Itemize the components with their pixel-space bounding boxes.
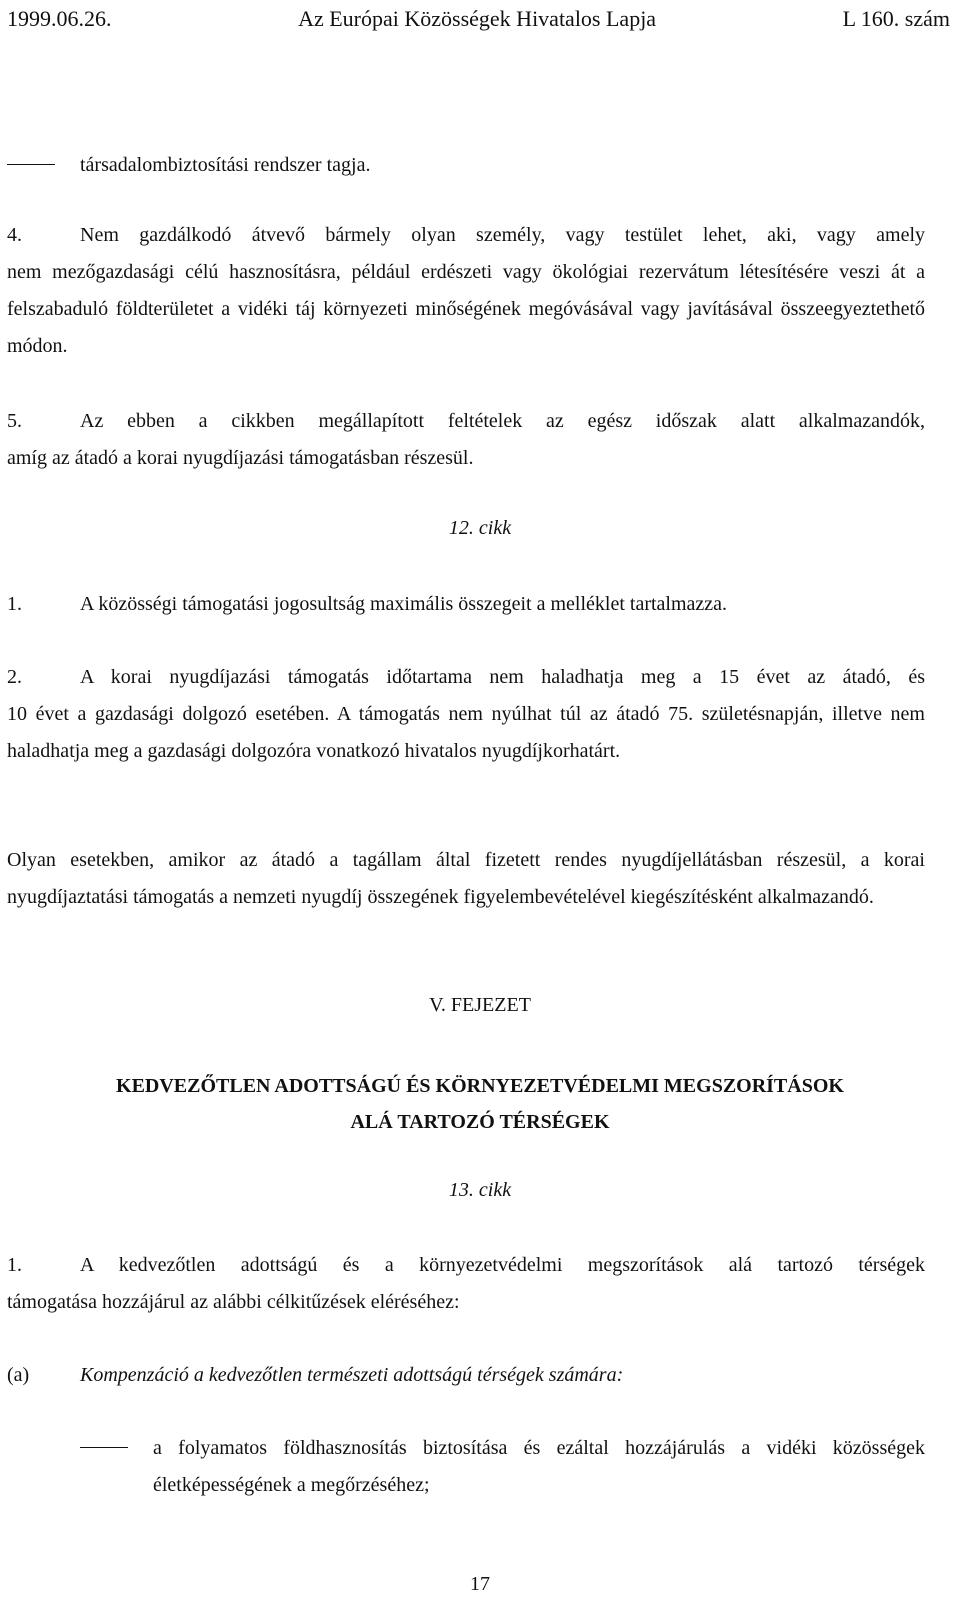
- dash-marker: [80, 1447, 128, 1448]
- paragraph-5: [7, 403, 925, 477]
- paragraph-number: 4.: [7, 224, 22, 246]
- dash-marker: [7, 164, 55, 165]
- dash-item-bottom-text: a folyamatos földhasznosítás biztosítása és ezáltal hozzájárulás a vidéki közösségek életképességének a megőrzéséhez;: [153, 1437, 925, 1496]
- paragraph-text: A közösségi támogatási jogosultság maximális összegeit a melléklet tartalmazza.: [80, 593, 728, 615]
- list-label: (a): [7, 1364, 30, 1386]
- paragraph-text: 10 évet a gazdasági dolgozó esetében. A támogatás nem nyúlhat túl az átadó 75. születésnapján, illetve nem haladhatja meg a gazdasági dolgozóra vonatkozó hivatalos nyugdíjkorhatárt.: [7, 703, 925, 762]
- paragraph-number: 5.: [7, 410, 22, 432]
- paragraph-text-line1: Az ebben a cikkben megállapított feltételek az egész időszak alatt alkalmazandók,: [80, 410, 925, 432]
- paragraph-text-line1: A korai nyugdíjazási támogatás időtartama nem haladhatja meg a 15 évet az átadó, és: [80, 666, 925, 688]
- list-item-a: [7, 1357, 925, 1394]
- paragraph-text-line1: A kedvezőtlen adottságú és a környezetvédelmi megszorítások alá tartozó térségek: [80, 1254, 925, 1276]
- header-journal-title: Az Európai Közösségek Hivatalos Lapja: [298, 6, 657, 31]
- paragraph-text: amíg az átadó a korai nyugdíjazási támogatásban részesül.: [7, 447, 474, 469]
- chapter-title: [0, 1068, 960, 1140]
- list-item-text: Kompenzáció a kedvezőtlen természeti adottságú térségek számára:: [80, 1364, 624, 1386]
- article-13-heading: 13. cikk: [448, 1179, 512, 1201]
- article-12-paragraph-1: [7, 586, 925, 623]
- paragraph-text: támogatása hozzájárul az alábbi célkitűzések eléréséhez:: [7, 1291, 460, 1313]
- header-date: 1999.06.26.: [7, 6, 112, 31]
- paragraph-number: 2.: [7, 666, 22, 688]
- article-13-paragraph-1: [7, 1247, 925, 1321]
- paragraph-4: [7, 217, 925, 365]
- dash-item-bottom: [7, 1430, 925, 1504]
- paragraph-number: 1.: [7, 593, 22, 615]
- dash-item-top-text: társadalombiztosítási rendszer tagja.: [80, 154, 371, 176]
- article-12-paragraph-3: Olyan esetekben, amikor az átadó a tagállam által fizetett rendes nyugdíjellátásban részesül, a korai nyugdíjaztatási támogatás a nemzeti nyugdíj összegének figyelembevételével kiegészítésként alkalmazandó.: [7, 849, 925, 908]
- article-12-paragraph-2: [7, 659, 925, 770]
- article-12-heading: 12. cikk: [448, 517, 512, 539]
- paragraph-text-line1: Nem gazdálkodó átvevő bármely olyan személy, vagy testület lehet, aki, vagy amely: [80, 224, 925, 246]
- page-header: [7, 6, 950, 36]
- header-issue: L 160. szám: [842, 6, 950, 31]
- chapter-title-line2: ALÁ TARTOZÓ TÉRSÉGEK: [350, 1111, 610, 1133]
- dash-item-top: [7, 147, 925, 184]
- paragraph-number: 1.: [7, 1254, 22, 1276]
- chapter-title-line1: KEDVEZŐTLEN ADOTTSÁGÚ ÉS KÖRNYEZETVÉDELMI MEGSZORÍTÁSOK: [116, 1075, 844, 1097]
- page-number: 17: [470, 1573, 490, 1595]
- paragraph-text: nem mezőgazdasági célú hasznosításra, például erdészeti vagy ökológiai rezervátum létesítésére veszi át a felszabaduló földterületet a vidéki táj környezeti minőségének megóvásával vagy javításával összeegyeztethető módon.: [7, 261, 925, 357]
- chapter-heading: V. FEJEZET: [429, 994, 531, 1016]
